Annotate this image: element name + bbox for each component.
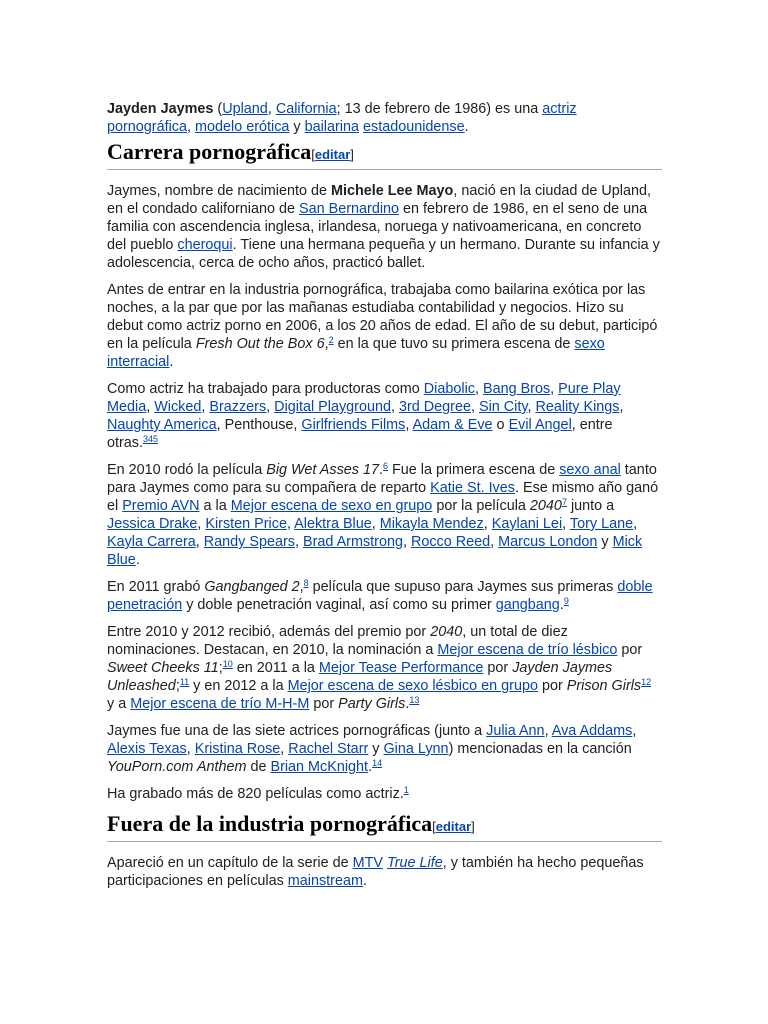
paragraph-mainstream [107,854,662,890]
text: por [483,660,513,676]
heading-text: Carrera pornográfica [107,139,312,164]
text: , nació en la ciudad de Upland, en el condado californiano de [107,183,651,217]
text: En 2010 rodó la película [107,462,267,478]
link-pure-play-media[interactable]: Pure Play Media [107,381,621,415]
link-randy-spears[interactable]: Randy Spears [203,534,295,550]
text: y [597,534,613,550]
link-katie-st-ives[interactable]: Katie St. Ives [430,480,515,496]
link-estadounidense[interactable]: estadounidense [363,119,465,135]
text: En 2011 grabó [107,579,205,595]
article [107,100,662,899]
link-3rd-degree[interactable]: 3rd Degree [398,399,471,415]
link-upland[interactable]: Upland [222,101,268,117]
text: película que supuso para Jaymes sus primeras [308,579,618,595]
text: Ha grabado más de 820 películas como actriz. [107,786,404,802]
text: , [324,336,329,352]
edit-link[interactable]: editar [314,147,351,162]
studio-links: Girlfriends Films, Adam & Eve [301,417,493,433]
link-mick-blue[interactable]: Mick Blue [107,534,643,568]
film-title: Gangbanged 2 [204,579,300,595]
text: o [492,417,509,433]
link-rocco-reed[interactable]: Rocco Reed [410,534,491,550]
text: . [368,759,373,775]
link-kayla-carrera[interactable]: Kayla Carrera [107,534,196,550]
intro-paragraph: Jayden Jaymes (Upland, California; 13 de febrero de 1986) es una actriz pornográfica, modelo erótica y bailarina estadounidense. [107,101,577,135]
text: ; [218,660,223,676]
edit-link[interactable]: editar [435,819,472,834]
paragraph-2010 [107,461,662,569]
link-brazzers[interactable]: Brazzers [209,399,267,415]
paragraph-filmography [107,785,662,803]
link-mikayla-mendez[interactable]: Mikayla Mendez [379,516,484,532]
film-title: Big Wet Asses 17 [266,462,379,478]
link-gina-lynn[interactable]: Gina Lynn [383,741,449,757]
link-bailarina[interactable]: bailarina [304,119,359,135]
reference[interactable] [409,695,419,705]
link-alexis-texas[interactable]: Alexis Texas [107,741,187,757]
text: Antes de entrar en la industria pornográfica, trabajaba como bailarina exótica por las noches, a la par que por las mañanas estudiaba contabilidad y negocios. Hizo su debut como actriz porno en 2006, a los 20 años de edad. El año de su debut, participó en la película [107,282,658,352]
reference-link[interactable]: 2 [328,335,334,345]
link-premio-avn[interactable]: Premio AVN [122,498,200,514]
link-kristina-rose[interactable]: Kristina Rose [194,741,281,757]
reference-link[interactable]: 12 [641,677,652,687]
reference[interactable] [372,758,382,768]
heading-text: Fuera de la industria pornográfica [107,811,433,836]
costar-links: Jessica Drake, Kirsten Price, Alektra Blue, Mikayla Mendez, Kaylani Lei, Tory Lane, Kayla Carrera, Randy Spears, Brad Armstrong, Rocco Reed, Marcus London [107,516,638,550]
text: Como actriz ha trabajado para productoras como [107,381,424,397]
link-mainstream[interactable]: mainstream [287,873,363,889]
reference[interactable] [641,677,651,687]
link-brian-mcknight[interactable]: Brian McKnight [270,759,369,775]
song-title: YouPorn.com Anthem [107,759,247,775]
text: . Tiene una hermana pequeña y un hermano. Durante su infancia y adolescencia, cerca de ocho años, practicó ballet. [107,237,660,271]
text: , un total de diez nominaciones. Destacan, en 2010, la nominación a [107,624,568,658]
link-award-sexo-grupo[interactable]: Mejor escena de sexo en grupo [230,498,433,514]
link-girlfriends-films[interactable]: Girlfriends Films [301,417,406,433]
link-evil-angel[interactable]: Evil Angel [508,417,572,433]
text: , y también ha hecho pequeñas participaciones en películas [107,855,644,889]
link-doble-penetracion[interactable]: doble penetración [107,579,653,613]
text: . [559,597,564,613]
reference[interactable] [180,677,189,687]
text: en febrero de 1986, en el seno de una familia con ascendencia inglesa, irlandesa, noruega y nativoamericana, en concreto del pueblo [107,201,648,253]
reference-link[interactable]: 6 [383,461,389,471]
text: y [368,741,384,757]
link-marcus-london[interactable]: Marcus London [498,534,598,550]
reference[interactable] [564,596,569,606]
text: tanto para Jaymes como para su compañera de reparto [107,462,657,496]
link-tease-performance[interactable]: Mejor Tease Performance [318,660,484,676]
link-julia-ann[interactable]: Julia Ann [486,723,545,739]
text: . [362,873,367,889]
paragraph-2011 [107,578,662,614]
link-trio-lesbico[interactable]: Mejor escena de trío lésbico [437,642,618,658]
link-sexo-anal[interactable]: sexo anal [559,462,621,478]
text: , [299,579,304,595]
text: ) mencionadas en la canción [448,741,632,757]
text: Apareció en un capítulo de la serie de [107,855,353,871]
link-adam-eve[interactable]: Adam & Eve [412,417,493,433]
link-trio-mhm[interactable]: Mejor escena de trío M-H-M [130,696,310,712]
text: por la película [432,498,530,514]
paragraph-studios [107,380,662,452]
link-rachel-starr[interactable]: Rachel Starr [288,741,369,757]
edit-section: [editar] [311,147,354,162]
link-true-life[interactable]: True Life [387,855,443,871]
reference-link[interactable]: 13 [409,695,420,705]
text: , Penthouse, [216,417,302,433]
link-tory-lane[interactable]: Tory Lane [569,516,634,532]
reference[interactable] [143,434,158,444]
reference-link[interactable]: 7 [561,497,567,507]
subject-name: Jayden Jaymes [107,101,214,117]
link-brad-armstrong[interactable]: Brad Armstrong [302,534,403,550]
link-diabolic[interactable]: Diabolic [423,381,475,397]
link-lesbico-grupo[interactable]: Mejor escena de sexo lésbico en grupo [287,678,538,694]
birth-name: Michele Lee Mayo [330,183,454,199]
reference-link[interactable]: 9 [563,596,569,606]
link-wicked[interactable]: Wicked [154,399,202,415]
film-title: Sweet Cheeks 11 [107,660,219,676]
link-california[interactable]: California [275,101,337,117]
text: . [135,552,140,568]
paragraph-debut [107,281,662,371]
film-title: Party Girls [338,696,406,712]
link-cheroqui[interactable]: cheroqui [177,237,233,253]
paragraph-birth [107,182,662,272]
text: por [537,678,567,694]
text: Jaymes, nombre de nacimiento de [107,183,331,199]
studio-links: Diabolic, Bang Bros, Pure Play Media, Wicked, Brazzers, Digital Playground, 3rd Degree, Sin City, Reality Kings, Naughty America [107,381,624,433]
reference-link[interactable]: 1 [403,785,409,795]
link-gangbang[interactable]: gangbang [495,597,560,613]
section-heading-fuera [107,812,662,842]
film-title: 2040 [430,624,463,640]
text: Entre 2010 y 2012 recibió, además del premio por [107,624,431,640]
text: en 2011 a la [232,660,319,676]
paragraph-nominations [107,623,662,713]
text: . Ese mismo año ganó el [107,480,659,514]
link-alektra-blue[interactable]: Alektra Blue [294,516,372,532]
paragraph-song [107,722,662,776]
text: Fue la primera escena de [388,462,560,478]
text: de [246,759,271,775]
link-sexo-interracial[interactable]: sexo interracial [107,336,605,370]
text: y en 2012 a la [189,678,288,694]
text: junto a [566,498,615,514]
text: . [379,462,383,478]
text: , entre otras. [107,417,613,451]
link-naughty-america[interactable]: Naughty America [107,417,217,433]
text: por [617,642,643,658]
link-ava-addams[interactable]: Ava Addams [551,723,633,739]
text: Jaymes fue una de las siete actrices pornográficas (junto a [107,723,487,739]
film-title: Fresh Out the Box 6 [195,336,325,352]
film-title: 2040 [529,498,562,514]
text: a la [199,498,231,514]
text: ; [175,678,180,694]
link-jessica-drake[interactable]: Jessica Drake [107,516,198,532]
reference-link[interactable]: 10 [222,659,233,669]
reference-link[interactable]: 8 [303,578,309,588]
film-title: Prison Girls [566,678,642,694]
reference-link[interactable]: 14 [372,758,383,768]
link-kaylani-lei[interactable]: Kaylani Lei [491,516,563,532]
link-bang-bros[interactable]: Bang Bros [482,381,551,397]
reference[interactable] [404,785,409,795]
reference[interactable] [223,659,233,669]
section-heading-carrera [107,140,662,170]
text: y a [107,696,131,712]
birth-date-text: ; 13 de febrero de 1986) es una [336,101,543,117]
link-san-bernardino[interactable]: San Bernardino [299,201,400,217]
link-modelo-erotica[interactable]: modelo erótica [195,119,290,135]
text: . [169,354,174,370]
text: y doble penetración vaginal, así como su primer [182,597,496,613]
reference-link[interactable]: 11 [179,677,190,687]
link-actriz-pornografica[interactable]: actriz pornográfica [107,101,577,135]
text: por [309,696,339,712]
link-mtv[interactable]: MTV [352,855,383,871]
text: . [405,696,410,712]
link-digital-playground[interactable]: Digital Playground [274,399,391,415]
link-sin-city[interactable]: Sin City [478,399,528,415]
link-reality-kings[interactable]: Reality Kings [535,399,620,415]
film-title: Jayden Jaymes Unleashed [107,660,613,694]
text: en la que tuvo su primera escena de [333,336,575,352]
actress-links: Julia Ann, Ava Addams, Alexis Texas, Kristina Rose, Rachel Starr [107,723,637,757]
link-kirsten-price[interactable]: Kirsten Price [205,516,287,532]
reference-link[interactable]: 345 [143,434,159,444]
edit-section: [editar] [432,819,475,834]
